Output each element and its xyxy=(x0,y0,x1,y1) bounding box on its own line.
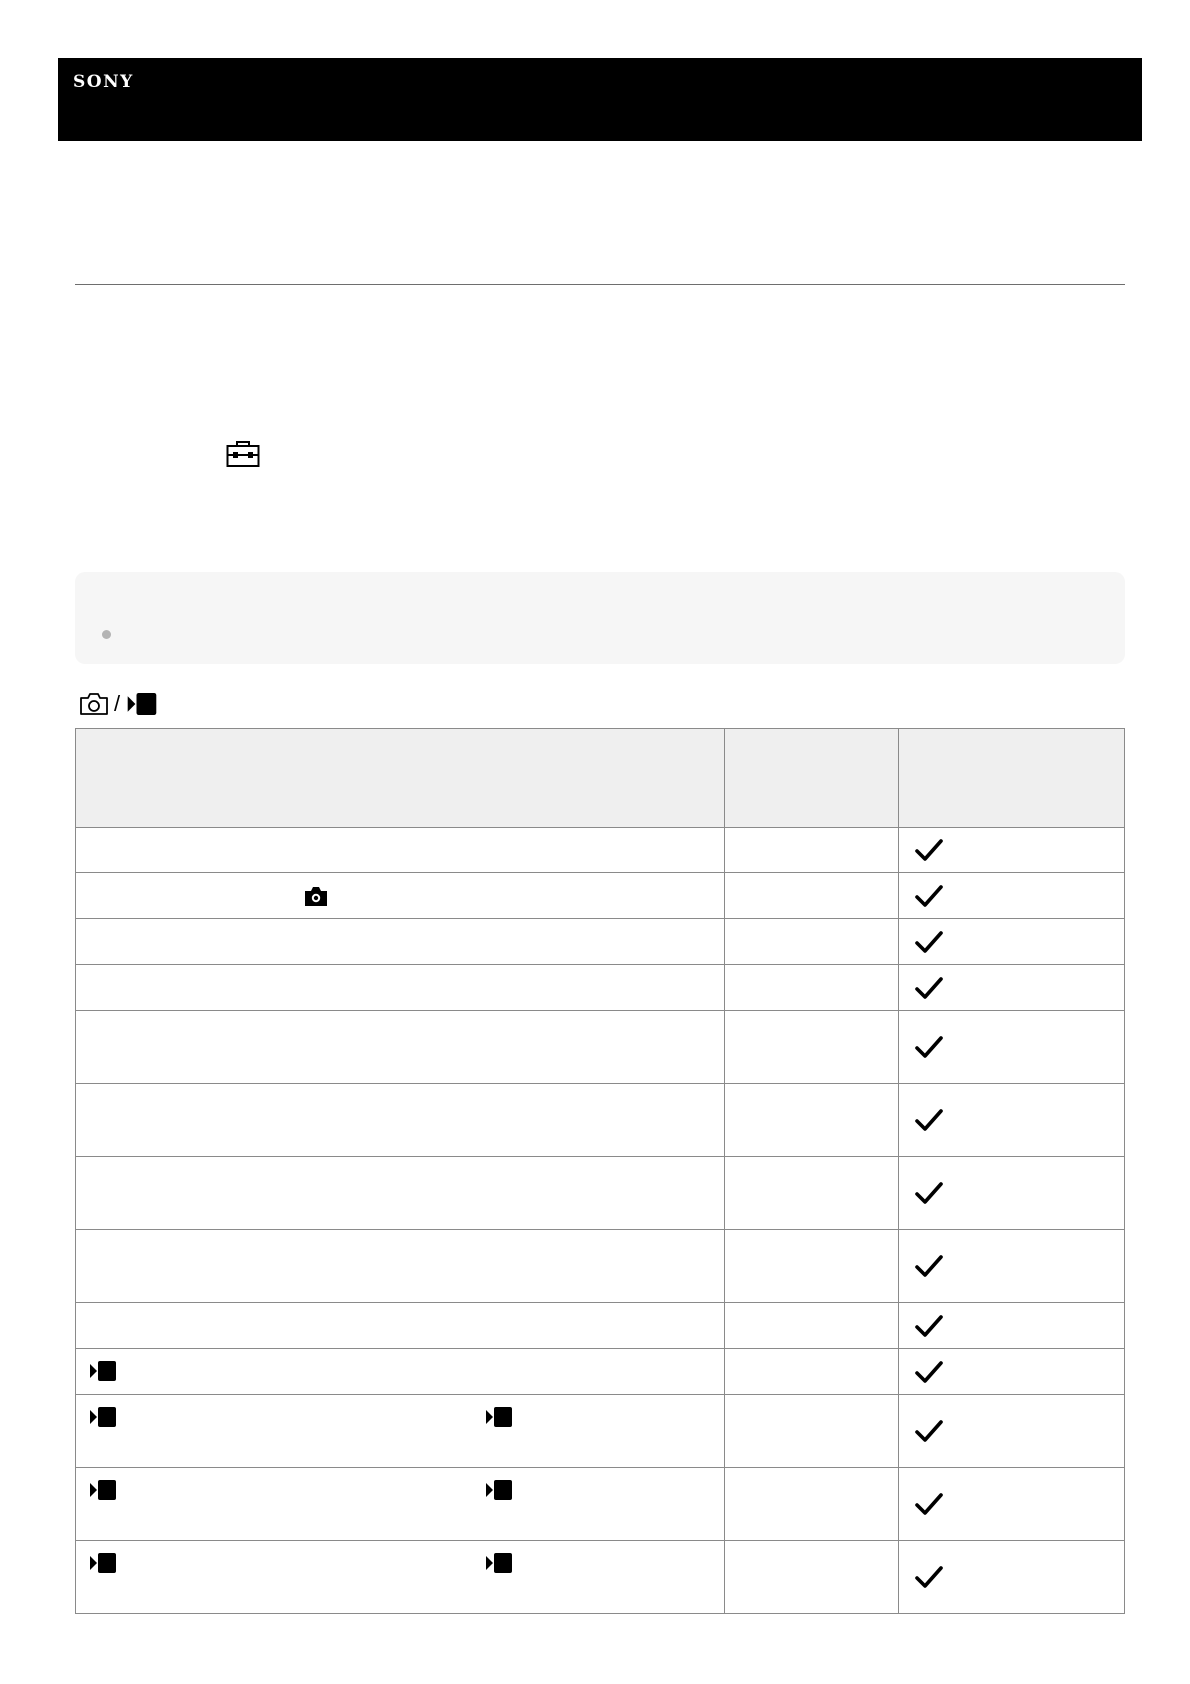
separator-slash: / xyxy=(114,691,121,716)
checkmark-icon xyxy=(915,1419,943,1443)
value-cell xyxy=(724,873,898,919)
checkmark-icon xyxy=(915,838,943,862)
value-cell xyxy=(724,1349,898,1395)
toolbox-setup-icon xyxy=(226,440,260,468)
item-cell xyxy=(76,1303,725,1349)
item-cell xyxy=(76,1011,725,1084)
value-cell xyxy=(724,1395,898,1468)
movie-icon xyxy=(486,1553,512,1573)
check-cell xyxy=(899,1349,1125,1395)
table-row xyxy=(76,919,1125,965)
item-cell xyxy=(76,873,725,919)
value-cell xyxy=(724,965,898,1011)
item-cell xyxy=(76,919,725,965)
checkmark-icon xyxy=(915,930,943,954)
check-cell xyxy=(899,1303,1125,1349)
checkmark-icon xyxy=(915,1035,943,1059)
table-row xyxy=(76,1230,1125,1303)
checkmark-icon xyxy=(915,1108,943,1132)
table-row xyxy=(76,1395,1125,1468)
check-cell xyxy=(899,1468,1125,1541)
item-cell xyxy=(76,1395,725,1468)
value-cell xyxy=(724,1541,898,1614)
value-cell xyxy=(724,828,898,873)
value-cell xyxy=(724,1011,898,1084)
movie-icon xyxy=(90,1480,116,1500)
checkmark-icon xyxy=(915,1492,943,1516)
check-cell xyxy=(899,873,1125,919)
table-header-row xyxy=(76,729,1125,828)
title-divider xyxy=(75,284,1125,285)
movie-icon xyxy=(90,1553,116,1573)
value-cell xyxy=(724,1157,898,1230)
table-row xyxy=(76,1468,1125,1541)
check-cell xyxy=(899,919,1125,965)
check-cell xyxy=(899,1011,1125,1084)
header-cell-col3 xyxy=(899,729,1125,828)
table-row xyxy=(76,965,1125,1011)
note-box xyxy=(75,572,1125,664)
value-cell xyxy=(724,1303,898,1349)
checkmark-icon xyxy=(915,1254,943,1278)
camera-icon xyxy=(79,692,109,716)
item-cell xyxy=(76,1084,725,1157)
settings-table xyxy=(75,728,1125,1614)
checkmark-icon xyxy=(915,976,943,1000)
value-cell xyxy=(724,1468,898,1541)
brand-logo: SONY xyxy=(73,72,134,92)
camera-settings-icon xyxy=(304,885,328,907)
item-cell xyxy=(76,828,725,873)
checkmark-icon xyxy=(915,1565,943,1589)
movie-icon xyxy=(90,1407,116,1427)
check-cell xyxy=(899,1230,1125,1303)
table-row xyxy=(76,1303,1125,1349)
table-row xyxy=(76,1084,1125,1157)
checkmark-icon xyxy=(915,884,943,908)
table-row xyxy=(76,1349,1125,1395)
checkmark-icon xyxy=(915,1181,943,1205)
item-cell xyxy=(76,965,725,1011)
check-cell xyxy=(899,1541,1125,1614)
value-cell xyxy=(724,1084,898,1157)
checkmark-icon xyxy=(915,1360,943,1384)
movie-icon xyxy=(486,1480,512,1500)
item-cell xyxy=(76,1468,725,1541)
check-cell xyxy=(899,1084,1125,1157)
check-cell xyxy=(899,1157,1125,1230)
checkmark-icon xyxy=(915,1314,943,1338)
movie-icon xyxy=(125,693,159,715)
value-cell xyxy=(724,919,898,965)
note-bullet xyxy=(102,630,111,639)
header-cell-item xyxy=(76,729,725,828)
mode-icons xyxy=(79,690,159,718)
header-cell-col2 xyxy=(724,729,898,828)
check-cell xyxy=(899,828,1125,873)
top-header-bar xyxy=(58,58,1142,141)
check-cell xyxy=(899,965,1125,1011)
table-row xyxy=(76,828,1125,873)
item-cell xyxy=(76,1230,725,1303)
table-row xyxy=(76,1011,1125,1084)
table-row xyxy=(76,1157,1125,1230)
movie-icon xyxy=(486,1407,512,1427)
item-cell xyxy=(76,1157,725,1230)
movie-icon xyxy=(90,1361,116,1381)
item-cell xyxy=(76,1541,725,1614)
table-row xyxy=(76,873,1125,919)
table-row xyxy=(76,1541,1125,1614)
value-cell xyxy=(724,1230,898,1303)
item-cell xyxy=(76,1349,725,1395)
check-cell xyxy=(899,1395,1125,1468)
